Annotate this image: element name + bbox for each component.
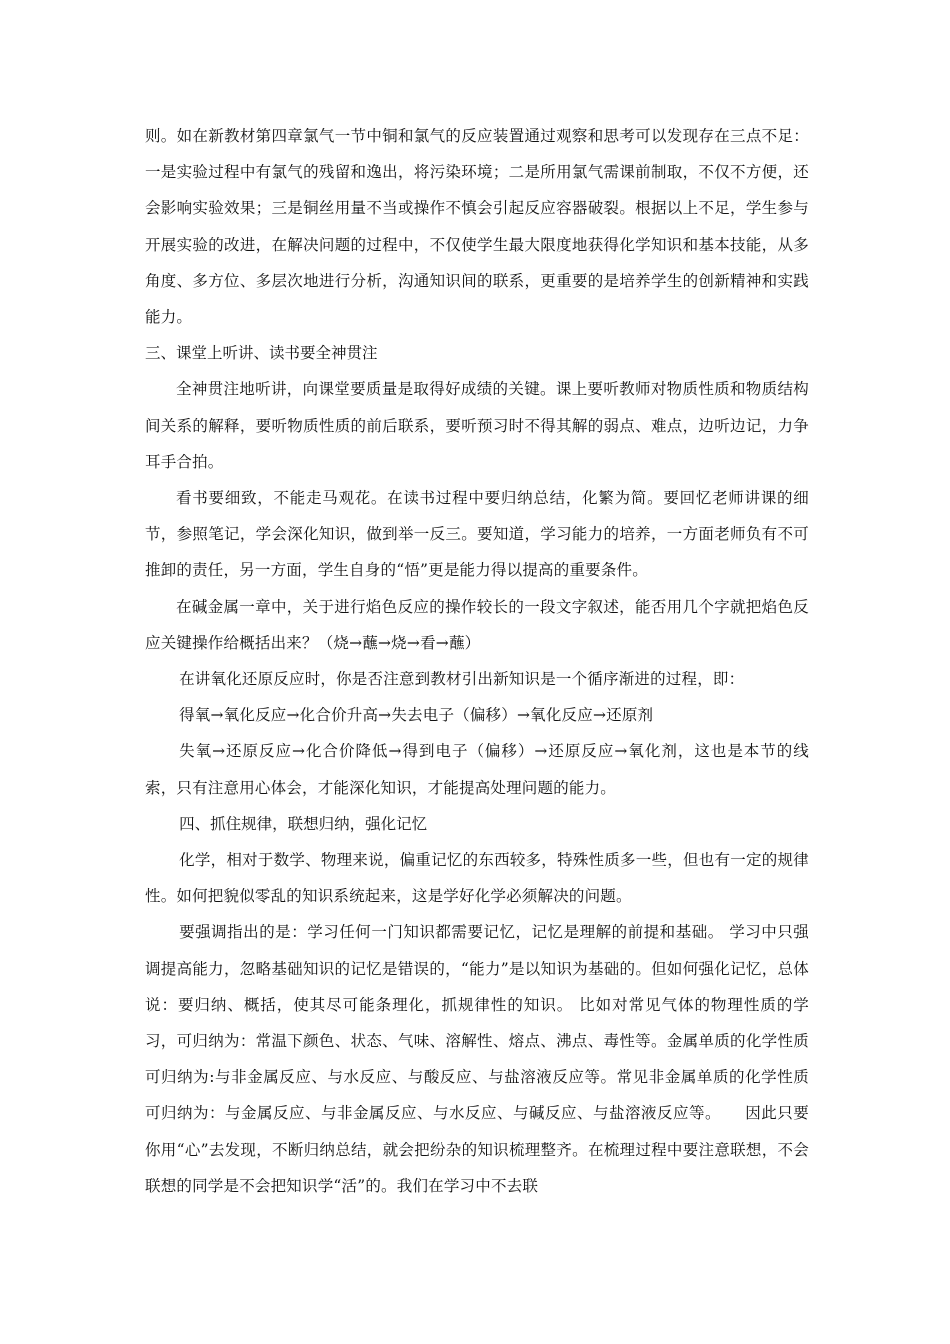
paragraph-reduction-chain: 失氧→还原反应→化合价降低→得到电子（偏移）→还原反应→氧化剂，这也是本节的线索，只有注意用心体会，才能深化知识，才能提高处理问题的能力。 — [145, 742, 809, 797]
paragraph-flame-test: 在碱金属一章中，关于进行焰色反应的操作较长的一段文字叙述，能否用几个字就把焰色反应关键操作给概括出来？（烧→蘸→烧→看→蘸） — [145, 597, 809, 652]
section-heading-four: 四、抓住规律，联想归纳，强化记忆 — [179, 814, 428, 833]
paragraph-reading: 看书要细致，不能走马观花。在读书过程中要归纳总结，化繁为简。要回忆老师讲课的细节，参照笔记，学会深化知识，做到举一反三。要知道，学习能力的培养，一方面老师负有不可推卸的责任，另一方面，学生自身的“悟”更是能力得以提高的重要条件。 — [145, 489, 809, 580]
paragraph-redox-intro: 在讲氧化还原反应时，你是否注意到教材引出新知识是一个循序渐进的过程，即： — [179, 670, 745, 689]
paragraph-chemistry-memory: 化学，相对于数学、物理来说，偏重记忆的东西较多，特殊性质多一些，但也有一定的规律性。如何把貌似零乱的知识系统起来，这是学好化学必须解决的问题。 — [145, 851, 809, 906]
document-page — [145, 118, 809, 1204]
paragraph-copper-chlorine-experiment: 则。如在新教材第四章氯气一节中铜和氯气的反应装置通过观察和思考可以发现存在三点不足：一是实验过程中有氯气的残留和逸出，将污染环境；二是所用氯气需课前制取，不仅不方便，还会影响实验效果；三是铜丝用量不当或操作不慎会引起反应容器破裂。根据以上不足，学生参与开展实验的改进，在解决问题的过程中，不仅使学生最大限度地获得化学知识和基本技能，从多角度、多方位、多层次地进行分析，沟通知识间的联系，更重要的是培养学生的创新精神和实践能力。 — [145, 127, 809, 327]
section-heading-three: 三、课堂上听讲、读书要全神贯注 — [145, 344, 378, 363]
paragraph-listening: 全神贯注地听讲，向课堂要质量是取得好成绩的关键。课上要听教师对物质性质和物质结构间关系的解释，要听物质性质的前后联系，要听预习时不得其解的弱点、难点，边听边记，力争耳手合拍。 — [145, 380, 809, 471]
paragraph-oxidation-chain: 得氧→氧化反应→化合价升高→失去电子（偏移）→氧化反应→还原剂 — [179, 706, 654, 725]
paragraph-memory-emphasis: 要强调指出的是：学习任何一门知识都需要记忆，记忆是理解的前提和基础。 学习中只强调提高能力，忽略基础知识的记忆是错误的，“能力”是以知识为基础的。但如何强化记忆，总体说：要归纳、概括，使其尽可能条理化，抓规律性的知识。 比如对常见气体的物理性质的学习，可归纳为：常温下颜色、状态、气味、溶解性、熔点、沸点、毒性等。金属单质的化学性质可归纳为:与非金属反应、与水反应、与酸反应、与盐溶液反应等。常见非金属单质的化学性质可归纳为：与金属反应、与非金属反应、与水反应、与碱反应、与盐溶液反应等。 因此只要你用“心”去发现，不断归纳总结，就会把纷杂的知识梳理整齐。在梳理过程中要注意联想，不会联想的同学是不会把知识学“活”的。我们在学习中不去联 — [145, 923, 809, 1195]
